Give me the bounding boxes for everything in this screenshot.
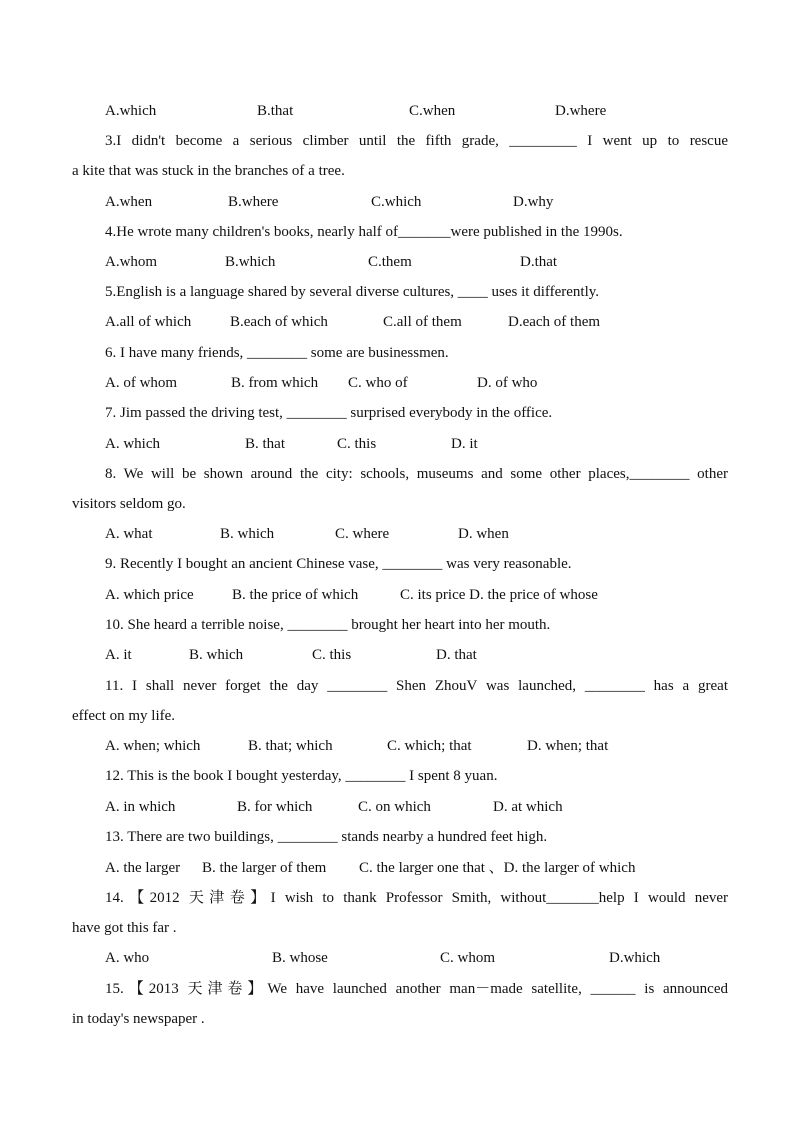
answer-option: D. of who bbox=[477, 375, 538, 391]
answer-option: B. for which bbox=[237, 799, 313, 815]
answer-option: B. the price of which bbox=[232, 587, 359, 603]
answer-option: A. of whom bbox=[105, 375, 178, 391]
answer-option: C. this bbox=[337, 436, 377, 452]
answer-option: B. which bbox=[220, 526, 275, 542]
answer-option: C. which; that bbox=[387, 738, 472, 754]
answer-option: D. at which bbox=[493, 799, 563, 815]
question-text: 3.I didn't become a serious climber until the fifth grade, _________ I went up to rescue bbox=[105, 133, 728, 149]
answer-option: A.which bbox=[105, 103, 157, 119]
answer-option: C. its price D. the price of whose bbox=[400, 587, 598, 603]
question-continuation: a kite that was stuck in the branches of a tree. bbox=[72, 163, 345, 179]
answer-option: A. what bbox=[105, 526, 153, 542]
answer-option: A. in which bbox=[105, 799, 176, 815]
answer-option: A. the larger bbox=[105, 860, 181, 876]
answer-option: C.them bbox=[368, 254, 412, 270]
question-text: 8. We will be shown around the city: schools, museums and some other places,________ other bbox=[105, 466, 728, 482]
answer-option: C.when bbox=[409, 103, 456, 119]
answer-option: A. which price bbox=[105, 587, 194, 603]
answer-option: B.which bbox=[225, 254, 276, 270]
answer-option: D.which bbox=[609, 950, 661, 966]
answer-option: D. it bbox=[451, 436, 478, 452]
answer-option: A.all of which bbox=[105, 314, 192, 330]
answer-option: C.which bbox=[371, 194, 422, 210]
answer-option: C. on which bbox=[358, 799, 431, 815]
answer-option: C. whom bbox=[440, 950, 496, 966]
answer-option: B.each of which bbox=[230, 314, 328, 330]
answer-option: C. this bbox=[312, 647, 352, 663]
answer-option: B.where bbox=[228, 194, 279, 210]
answer-option: B. the larger of them bbox=[202, 860, 327, 876]
answer-option: C.all of them bbox=[383, 314, 462, 330]
question-text: 13. There are two buildings, ________ stands nearby a hundred feet high. bbox=[105, 829, 548, 845]
answer-option: B.that bbox=[257, 103, 294, 119]
answer-option: D. that bbox=[436, 647, 477, 663]
question-continuation: in today's newspaper . bbox=[72, 1011, 205, 1027]
answer-option: B. from which bbox=[231, 375, 319, 391]
answer-option: D.that bbox=[520, 254, 558, 270]
answer-option: D.where bbox=[555, 103, 607, 119]
question-text: 14.【2012 天津卷】I wish to thank Professor Smith, without_______help I would never bbox=[105, 890, 728, 906]
question-text: 11. I shall never forget the day ________ Shen ZhouV was launched, ________ has a great bbox=[105, 678, 728, 694]
answer-option: A. who bbox=[105, 950, 150, 966]
answer-option: C. where bbox=[335, 526, 390, 542]
answer-option: B. which bbox=[189, 647, 244, 663]
answer-option: A. which bbox=[105, 436, 160, 452]
answer-option: B. that; which bbox=[248, 738, 333, 754]
answer-option: D. when bbox=[458, 526, 509, 542]
question-text: 12. This is the book I bought yesterday, ________ I spent 8 yuan. bbox=[105, 768, 498, 784]
answer-option: D. when; that bbox=[527, 738, 609, 754]
answer-option: C. the larger one that 、D. the larger of which bbox=[359, 860, 636, 876]
question-text: 15.【2013 天津卷】We have launched another man－made satellite, ______ is announced bbox=[105, 981, 728, 997]
answer-option: D.each of them bbox=[508, 314, 601, 330]
question-text: 10. She heard a terrible noise, ________ brought her heart into her mouth. bbox=[105, 617, 551, 633]
answer-option: C. who of bbox=[348, 375, 408, 391]
answer-option: B. that bbox=[245, 436, 285, 452]
answer-option: A. when; which bbox=[105, 738, 201, 754]
question-text: 5.English is a language shared by several diverse cultures, ____ uses it differently. bbox=[105, 284, 600, 300]
answer-option: B. whose bbox=[272, 950, 328, 966]
question-text: 4.He wrote many children's books, nearly half of_______were published in the 1990s. bbox=[105, 224, 623, 240]
question-continuation: have got this far . bbox=[72, 920, 177, 936]
answer-option: A.when bbox=[105, 194, 153, 210]
question-text: 6. I have many friends, ________ some are businessmen. bbox=[105, 345, 449, 361]
question-text: 7. Jim passed the driving test, ________ surprised everybody in the office. bbox=[105, 405, 553, 421]
question-continuation: visitors seldom go. bbox=[72, 496, 186, 512]
question-text: 9. Recently I bought an ancient Chinese vase, ________ was very reasonable. bbox=[105, 556, 572, 572]
answer-option: A.whom bbox=[105, 254, 158, 270]
answer-option: A. it bbox=[105, 647, 132, 663]
answer-option: D.why bbox=[513, 194, 554, 210]
question-continuation: effect on my life. bbox=[72, 708, 176, 724]
